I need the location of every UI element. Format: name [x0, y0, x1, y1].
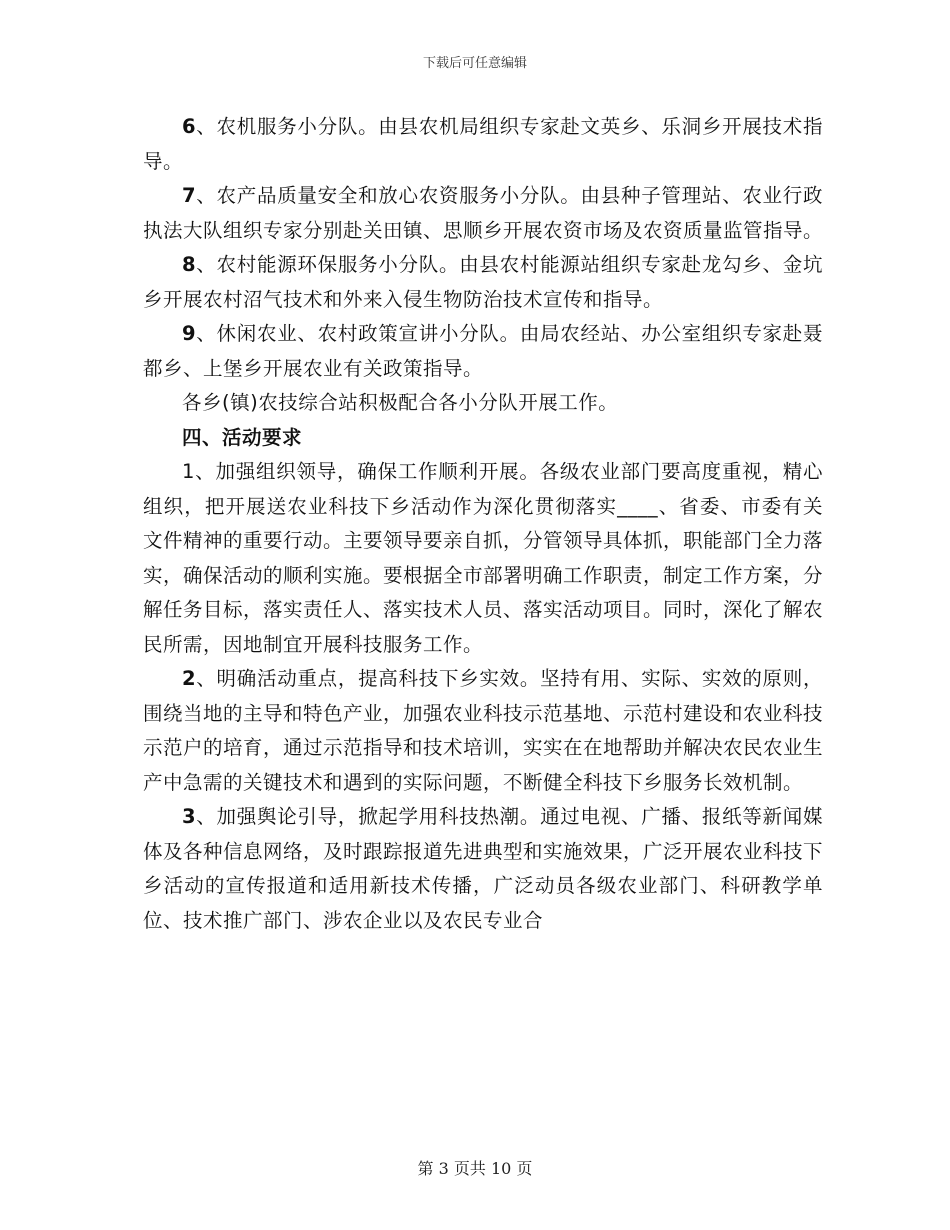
paragraph-text: 、农产品质量安全和放心农资服务小分队。由县种子管理站、农业行政执法大队组织专家分别赴关田镇、思顺乡开展农资市场及农资质量监管指导。: [143, 184, 824, 242]
requirement-3: [143, 800, 823, 938]
item-number: 2: [182, 667, 197, 690]
requirement-1: [143, 455, 823, 662]
section-heading: 四、活动要求: [182, 425, 303, 449]
paragraph-text: 、加强组织领导，确保工作顺利开展。各级农业部门要高度重视，精心组织，把开展送农业科技下乡活动作为深化贯彻落实____、省委、市委有关文件精神的重要行动。主要领导要亲自抓，分管领导具体抓，职能部门全力落实，确保活动的顺利实施。要根据全市部署明确工作职责，制定工作方案，分解任务目标，落实责任人、落实技术人员、落实活动项目。同时，深化了解农民所需，因地制宜开展科技服务工作。: [143, 460, 824, 656]
item-number: 8: [182, 253, 197, 276]
paragraph-8: [143, 248, 823, 317]
item-number: 3: [182, 805, 197, 828]
document-body: [143, 110, 823, 938]
page-header: 下载后可任意编辑: [422, 56, 527, 71]
paragraph-text: 、明确活动重点，提高科技下乡实效。坚持有用、实际、实效的原则，围绕当地的主导和特色产业，加强农业科技示范基地、示范村建设和农业科技示范户的培育，通过示范指导和技术培训，实实在在地帮助并解决农民农业生产中急需的关键技术和遇到的实际问题，不断健全科技下乡服务长效机制。: [143, 667, 824, 794]
item-number: 6: [182, 115, 197, 138]
page-footer: 第 3 页共 10 页: [417, 1159, 533, 1178]
paragraph-9: [143, 317, 823, 386]
requirement-2: [143, 662, 823, 800]
item-number: 7: [182, 184, 197, 207]
item-number: 1: [182, 460, 195, 483]
paragraph-7: [143, 179, 823, 248]
paragraph-text: 、农村能源环保服务小分队。由县农村能源站组织专家赴龙勾乡、金坑乡开展农村沼气技术和外来入侵生物防治技术宣传和指导。: [143, 253, 823, 311]
paragraph-text: 各乡(镇)农技综合站积极配合各小分队开展工作。: [182, 391, 619, 414]
paragraph-text: 、休闲农业、农村政策宣讲小分队。由局农经站、办公室组织专家赴聂都乡、上堡乡开展农业有关政策指导。: [143, 322, 823, 380]
paragraph-text: 、农机服务小分队。由县农机局组织专家赴文英乡、乐洞乡开展技术指导。: [143, 115, 823, 173]
paragraph-text: 、加强舆论引导，掀起学用科技热潮。通过电视、广播、报纸等新闻媒体及各种信息网络，及时跟踪报道先进典型和实施效果，广泛开展农业科技下乡活动的宣传报道和适用新技术传播，广泛动员各级农业部门、科研教学单位、技术推广部门、涉农企业以及农民专业合: [143, 805, 824, 932]
item-number: 9: [182, 322, 197, 345]
paragraph-6: [143, 110, 823, 179]
paragraph-townships: [143, 386, 823, 421]
